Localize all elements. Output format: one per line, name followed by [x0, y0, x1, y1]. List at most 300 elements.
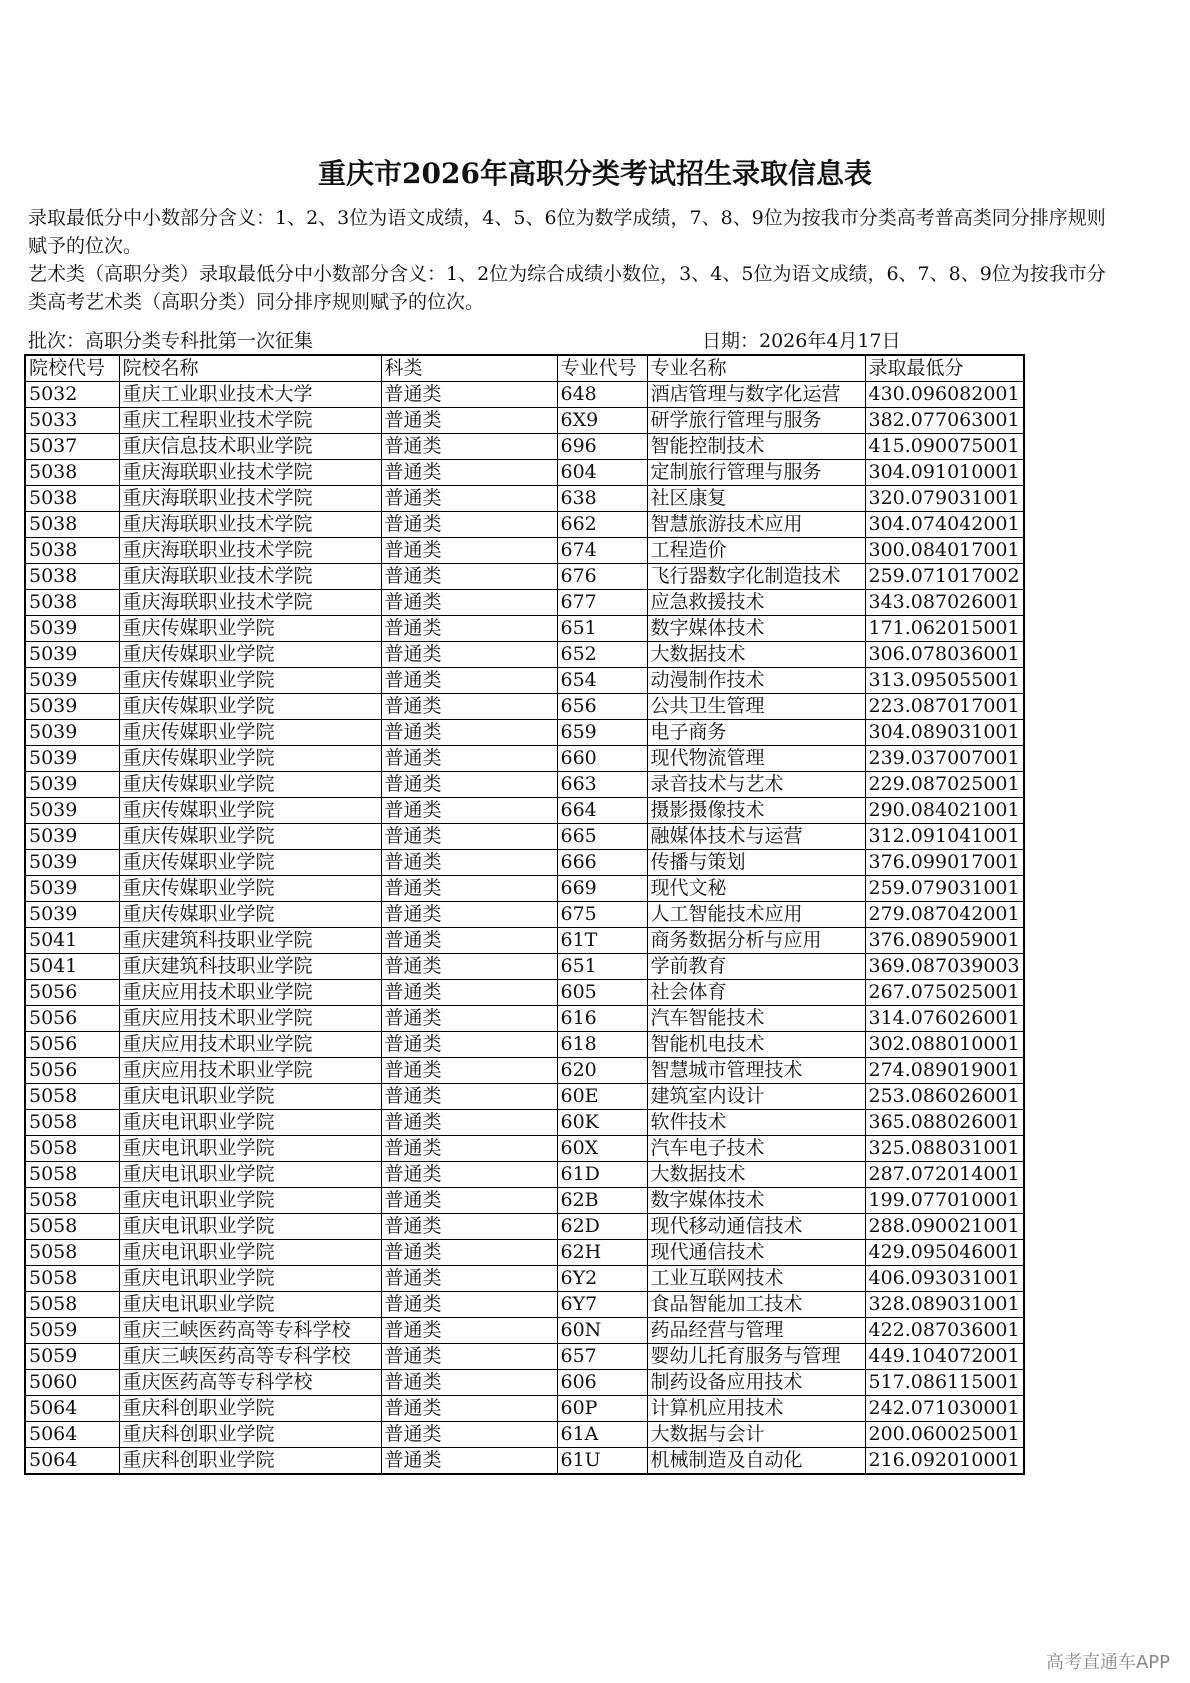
school-code-cell: 5037 — [25, 434, 119, 460]
major-name-cell: 人工智能技术应用 — [647, 902, 865, 928]
major-code-cell: 60K — [557, 1110, 647, 1136]
school-name-cell: 重庆三峡医药高等专科学校 — [119, 1318, 381, 1344]
min-score-cell: 279.087042001 — [865, 902, 1024, 928]
min-score-cell: 223.087017001 — [865, 694, 1024, 720]
table-row — [25, 746, 1024, 772]
category-cell: 普通类 — [381, 1058, 557, 1084]
school-name-cell: 重庆传媒职业学院 — [119, 772, 381, 798]
school-name-cell: 重庆传媒职业学院 — [119, 850, 381, 876]
table-row — [25, 1058, 1024, 1084]
table-row — [25, 1032, 1024, 1058]
major-name-cell: 学前教育 — [647, 954, 865, 980]
major-code-cell: 664 — [557, 798, 647, 824]
school-name-cell: 重庆海联职业技术学院 — [119, 460, 381, 486]
batch-label: 批次：高职分类专科批第一次征集 — [28, 330, 314, 352]
major-name-cell: 工业互联网技术 — [647, 1266, 865, 1292]
school-code-cell: 5038 — [25, 512, 119, 538]
score-note-general: 录取最低分中小数部分含义：1、2、3位为语文成绩，4、5、6位为数学成绩，7、8、9位为按我市分类高考普高类同分排序规则赋予的位次。 — [28, 207, 1106, 257]
major-code-cell: 62D — [557, 1214, 647, 1240]
major-code-cell: 663 — [557, 772, 647, 798]
major-code-cell: 674 — [557, 538, 647, 564]
min-score-cell: 312.091041001 — [865, 824, 1024, 850]
school-name-cell: 重庆电讯职业学院 — [119, 1084, 381, 1110]
table-row — [25, 1370, 1024, 1396]
table-row — [25, 1448, 1024, 1475]
table-row — [25, 824, 1024, 850]
page-title: 重庆市2026年高职分类考试招生录取信息表 — [318, 157, 872, 190]
table-row — [25, 694, 1024, 720]
table-row — [25, 616, 1024, 642]
category-cell: 普通类 — [381, 1162, 557, 1188]
table-row — [25, 434, 1024, 460]
table-row — [25, 954, 1024, 980]
category-cell: 普通类 — [381, 798, 557, 824]
school-code-cell: 5058 — [25, 1110, 119, 1136]
table-header-row — [25, 355, 1024, 382]
major-name-cell: 工程造价 — [647, 538, 865, 564]
school-name-cell: 重庆传媒职业学院 — [119, 824, 381, 850]
major-name-cell: 传播与策划 — [647, 850, 865, 876]
major-name-cell: 智慧城市管理技术 — [647, 1058, 865, 1084]
category-cell: 普通类 — [381, 1110, 557, 1136]
school-code-cell: 5039 — [25, 824, 119, 850]
school-code-cell: 5041 — [25, 928, 119, 954]
major-code-cell: 659 — [557, 720, 647, 746]
category-cell: 普通类 — [381, 876, 557, 902]
table-row — [25, 876, 1024, 902]
category-cell: 普通类 — [381, 1370, 557, 1396]
school-code-cell: 5056 — [25, 1032, 119, 1058]
min-score-cell: 313.095055001 — [865, 668, 1024, 694]
header-min-score: 录取最低分 — [865, 355, 1024, 382]
school-name-cell: 重庆电讯职业学院 — [119, 1240, 381, 1266]
school-name-cell: 重庆电讯职业学院 — [119, 1188, 381, 1214]
table-row — [25, 1396, 1024, 1422]
school-code-cell: 5064 — [25, 1396, 119, 1422]
category-cell: 普通类 — [381, 772, 557, 798]
min-score-cell: 517.086115001 — [865, 1370, 1024, 1396]
category-cell: 普通类 — [381, 1006, 557, 1032]
major-code-cell: 606 — [557, 1370, 647, 1396]
school-code-cell: 5058 — [25, 1188, 119, 1214]
school-code-cell: 5039 — [25, 616, 119, 642]
school-code-cell: 5059 — [25, 1344, 119, 1370]
major-name-cell: 飞行器数字化制造技术 — [647, 564, 865, 590]
major-code-cell: 654 — [557, 668, 647, 694]
major-name-cell: 大数据与会计 — [647, 1422, 865, 1448]
school-name-cell: 重庆海联职业技术学院 — [119, 486, 381, 512]
school-code-cell: 5039 — [25, 876, 119, 902]
major-code-cell: 60N — [557, 1318, 647, 1344]
major-name-cell: 汽车智能技术 — [647, 1006, 865, 1032]
school-name-cell: 重庆传媒职业学院 — [119, 642, 381, 668]
major-code-cell: 62B — [557, 1188, 647, 1214]
major-code-cell: 656 — [557, 694, 647, 720]
major-name-cell: 数字媒体技术 — [647, 616, 865, 642]
major-code-cell: 618 — [557, 1032, 647, 1058]
major-name-cell: 大数据技术 — [647, 642, 865, 668]
table-row — [25, 772, 1024, 798]
school-name-cell: 重庆科创职业学院 — [119, 1448, 381, 1475]
category-cell: 普通类 — [381, 1318, 557, 1344]
min-score-cell: 369.087039003 — [865, 954, 1024, 980]
category-cell: 普通类 — [381, 668, 557, 694]
min-score-cell: 320.079031001 — [865, 486, 1024, 512]
school-name-cell: 重庆科创职业学院 — [119, 1422, 381, 1448]
min-score-cell: 259.079031001 — [865, 876, 1024, 902]
category-cell: 普通类 — [381, 954, 557, 980]
min-score-cell: 376.089059001 — [865, 928, 1024, 954]
major-code-cell: 675 — [557, 902, 647, 928]
min-score-cell: 343.087026001 — [865, 590, 1024, 616]
min-score-cell: 302.088010001 — [865, 1032, 1024, 1058]
min-score-cell: 199.077010001 — [865, 1188, 1024, 1214]
major-code-cell: 61D — [557, 1162, 647, 1188]
table-row — [25, 512, 1024, 538]
major-name-cell: 现代文秘 — [647, 876, 865, 902]
category-cell: 普通类 — [381, 590, 557, 616]
header-major-name: 专业名称 — [647, 355, 865, 382]
school-name-cell: 重庆传媒职业学院 — [119, 694, 381, 720]
major-name-cell: 现代物流管理 — [647, 746, 865, 772]
category-cell: 普通类 — [381, 616, 557, 642]
min-score-cell: 288.090021001 — [865, 1214, 1024, 1240]
min-score-cell: 365.088026001 — [865, 1110, 1024, 1136]
major-code-cell: 60X — [557, 1136, 647, 1162]
school-code-cell: 5039 — [25, 798, 119, 824]
major-name-cell: 现代移动通信技术 — [647, 1214, 865, 1240]
major-name-cell: 汽车电子技术 — [647, 1136, 865, 1162]
min-score-cell: 253.086026001 — [865, 1084, 1024, 1110]
school-code-cell: 5033 — [25, 408, 119, 434]
table-row — [25, 538, 1024, 564]
school-name-cell: 重庆电讯职业学院 — [119, 1162, 381, 1188]
school-code-cell: 5064 — [25, 1422, 119, 1448]
admission-table — [24, 354, 1025, 1475]
school-name-cell: 重庆建筑科技职业学院 — [119, 928, 381, 954]
school-name-cell: 重庆应用技术职业学院 — [119, 1058, 381, 1084]
table-row — [25, 1162, 1024, 1188]
major-name-cell: 现代通信技术 — [647, 1240, 865, 1266]
major-code-cell: 620 — [557, 1058, 647, 1084]
table-row — [25, 642, 1024, 668]
major-code-cell: 660 — [557, 746, 647, 772]
min-score-cell: 382.077063001 — [865, 408, 1024, 434]
table-row — [25, 850, 1024, 876]
category-cell: 普通类 — [381, 720, 557, 746]
min-score-cell: 376.099017001 — [865, 850, 1024, 876]
category-cell: 普通类 — [381, 408, 557, 434]
major-name-cell: 婴幼儿托育服务与管理 — [647, 1344, 865, 1370]
school-name-cell: 重庆传媒职业学院 — [119, 616, 381, 642]
school-code-cell: 5038 — [25, 590, 119, 616]
school-name-cell: 重庆三峡医药高等专科学校 — [119, 1344, 381, 1370]
table-row — [25, 460, 1024, 486]
table-row — [25, 1422, 1024, 1448]
table-row — [25, 902, 1024, 928]
major-code-cell: 677 — [557, 590, 647, 616]
major-name-cell: 智能机电技术 — [647, 1032, 865, 1058]
min-score-cell: 304.089031001 — [865, 720, 1024, 746]
school-code-cell: 5064 — [25, 1448, 119, 1475]
min-score-cell: 304.074042001 — [865, 512, 1024, 538]
category-cell: 普通类 — [381, 1032, 557, 1058]
table-row — [25, 1110, 1024, 1136]
school-code-cell: 5039 — [25, 694, 119, 720]
category-cell: 普通类 — [381, 486, 557, 512]
major-code-cell: 61T — [557, 928, 647, 954]
major-code-cell: 648 — [557, 382, 647, 408]
major-name-cell: 公共卫生管理 — [647, 694, 865, 720]
header-category: 科类 — [381, 355, 557, 382]
major-code-cell: 604 — [557, 460, 647, 486]
category-cell: 普通类 — [381, 1188, 557, 1214]
major-name-cell: 电子商务 — [647, 720, 865, 746]
major-code-cell: 676 — [557, 564, 647, 590]
major-name-cell: 商务数据分析与应用 — [647, 928, 865, 954]
category-cell: 普通类 — [381, 1344, 557, 1370]
school-code-cell: 5058 — [25, 1240, 119, 1266]
min-score-cell: 430.096082001 — [865, 382, 1024, 408]
major-name-cell: 社会体育 — [647, 980, 865, 1006]
table-row — [25, 1214, 1024, 1240]
category-cell: 普通类 — [381, 1396, 557, 1422]
min-score-cell: 229.087025001 — [865, 772, 1024, 798]
header-school-name: 院校名称 — [119, 355, 381, 382]
major-code-cell: 669 — [557, 876, 647, 902]
score-note-art: 艺术类（高职分类）录取最低分中小数部分含义：1、2位为综合成绩小数位，3、4、5位为语文成绩，6、7、8、9位为按我市分类高考艺术类（高职分类）同分排序规则赋予的位次。 — [28, 263, 1106, 313]
date-label: 日期：2026年4月17日 — [702, 330, 901, 352]
major-name-cell: 软件技术 — [647, 1110, 865, 1136]
major-name-cell: 智能控制技术 — [647, 434, 865, 460]
table-row — [25, 486, 1024, 512]
table-row — [25, 1006, 1024, 1032]
major-name-cell: 融媒体技术与运营 — [647, 824, 865, 850]
school-code-cell: 5058 — [25, 1136, 119, 1162]
school-code-cell: 5060 — [25, 1370, 119, 1396]
category-cell: 普通类 — [381, 1292, 557, 1318]
school-name-cell: 重庆电讯职业学院 — [119, 1136, 381, 1162]
major-code-cell: 605 — [557, 980, 647, 1006]
category-cell: 普通类 — [381, 694, 557, 720]
school-code-cell: 5039 — [25, 746, 119, 772]
major-code-cell: 6Y2 — [557, 1266, 647, 1292]
min-score-cell: 328.089031001 — [865, 1292, 1024, 1318]
category-cell: 普通类 — [381, 824, 557, 850]
category-cell: 普通类 — [381, 564, 557, 590]
school-code-cell: 5059 — [25, 1318, 119, 1344]
major-code-cell: 62H — [557, 1240, 647, 1266]
major-code-cell: 60E — [557, 1084, 647, 1110]
table-row — [25, 720, 1024, 746]
min-score-cell: 259.071017002 — [865, 564, 1024, 590]
school-code-cell: 5058 — [25, 1084, 119, 1110]
school-code-cell: 5058 — [25, 1214, 119, 1240]
school-name-cell: 重庆应用技术职业学院 — [119, 980, 381, 1006]
school-name-cell: 重庆海联职业技术学院 — [119, 564, 381, 590]
school-code-cell: 5032 — [25, 382, 119, 408]
major-name-cell: 动漫制作技术 — [647, 668, 865, 694]
school-code-cell: 5058 — [25, 1266, 119, 1292]
min-score-cell: 287.072014001 — [865, 1162, 1024, 1188]
major-name-cell: 数字媒体技术 — [647, 1188, 865, 1214]
min-score-cell: 267.075025001 — [865, 980, 1024, 1006]
major-name-cell: 机械制造及自动化 — [647, 1448, 865, 1475]
min-score-cell: 406.093031001 — [865, 1266, 1024, 1292]
table-row — [25, 928, 1024, 954]
min-score-cell: 306.078036001 — [865, 642, 1024, 668]
major-code-cell: 662 — [557, 512, 647, 538]
min-score-cell: 314.076026001 — [865, 1006, 1024, 1032]
school-code-cell: 5056 — [25, 980, 119, 1006]
major-name-cell: 药品经营与管理 — [647, 1318, 865, 1344]
category-cell: 普通类 — [381, 460, 557, 486]
school-code-cell: 5038 — [25, 486, 119, 512]
major-name-cell: 计算机应用技术 — [647, 1396, 865, 1422]
header-school-code: 院校代号 — [25, 355, 119, 382]
table-row — [25, 1084, 1024, 1110]
school-code-cell: 5038 — [25, 538, 119, 564]
min-score-cell: 304.091010001 — [865, 460, 1024, 486]
app-watermark: 高考直通车APP — [1045, 1652, 1170, 1673]
major-name-cell: 大数据技术 — [647, 1162, 865, 1188]
school-name-cell: 重庆海联职业技术学院 — [119, 512, 381, 538]
major-name-cell: 研学旅行管理与服务 — [647, 408, 865, 434]
min-score-cell: 242.071030001 — [865, 1396, 1024, 1422]
major-code-cell: 665 — [557, 824, 647, 850]
major-code-cell: 696 — [557, 434, 647, 460]
category-cell: 普通类 — [381, 746, 557, 772]
major-code-cell: 657 — [557, 1344, 647, 1370]
major-name-cell: 建筑室内设计 — [647, 1084, 865, 1110]
category-cell: 普通类 — [381, 1448, 557, 1475]
min-score-cell: 300.084017001 — [865, 538, 1024, 564]
school-name-cell: 重庆传媒职业学院 — [119, 798, 381, 824]
school-name-cell: 重庆电讯职业学院 — [119, 1214, 381, 1240]
table-row — [25, 1318, 1024, 1344]
major-code-cell: 61U — [557, 1448, 647, 1475]
school-name-cell: 重庆海联职业技术学院 — [119, 590, 381, 616]
school-code-cell: 5038 — [25, 460, 119, 486]
school-code-cell: 5058 — [25, 1292, 119, 1318]
school-name-cell: 重庆医药高等专科学校 — [119, 1370, 381, 1396]
category-cell: 普通类 — [381, 538, 557, 564]
major-name-cell: 智慧旅游技术应用 — [647, 512, 865, 538]
min-score-cell: 422.087036001 — [865, 1318, 1024, 1344]
school-code-cell: 5039 — [25, 850, 119, 876]
category-cell: 普通类 — [381, 1240, 557, 1266]
school-name-cell: 重庆传媒职业学院 — [119, 902, 381, 928]
category-cell: 普通类 — [381, 850, 557, 876]
table-row — [25, 1292, 1024, 1318]
min-score-cell: 429.095046001 — [865, 1240, 1024, 1266]
school-code-cell: 5056 — [25, 1006, 119, 1032]
school-name-cell: 重庆建筑科技职业学院 — [119, 954, 381, 980]
major-name-cell: 食品智能加工技术 — [647, 1292, 865, 1318]
school-code-cell: 5056 — [25, 1058, 119, 1084]
min-score-cell: 200.060025001 — [865, 1422, 1024, 1448]
school-code-cell: 5039 — [25, 642, 119, 668]
school-name-cell: 重庆传媒职业学院 — [119, 720, 381, 746]
major-code-cell: 6Y7 — [557, 1292, 647, 1318]
category-cell: 普通类 — [381, 512, 557, 538]
category-cell: 普通类 — [381, 1214, 557, 1240]
min-score-cell: 239.037007001 — [865, 746, 1024, 772]
category-cell: 普通类 — [381, 382, 557, 408]
school-name-cell: 重庆电讯职业学院 — [119, 1110, 381, 1136]
school-code-cell: 5039 — [25, 902, 119, 928]
school-name-cell: 重庆电讯职业学院 — [119, 1292, 381, 1318]
category-cell: 普通类 — [381, 980, 557, 1006]
school-code-cell: 5039 — [25, 772, 119, 798]
school-code-cell: 5058 — [25, 1162, 119, 1188]
school-name-cell: 重庆信息技术职业学院 — [119, 434, 381, 460]
school-code-cell: 5039 — [25, 720, 119, 746]
header-major-code: 专业代号 — [557, 355, 647, 382]
category-cell: 普通类 — [381, 1136, 557, 1162]
school-name-cell: 重庆传媒职业学院 — [119, 668, 381, 694]
school-name-cell: 重庆传媒职业学院 — [119, 746, 381, 772]
min-score-cell: 325.088031001 — [865, 1136, 1024, 1162]
major-code-cell: 652 — [557, 642, 647, 668]
table-row — [25, 1266, 1024, 1292]
category-cell: 普通类 — [381, 642, 557, 668]
table-row — [25, 408, 1024, 434]
major-name-cell: 制药设备应用技术 — [647, 1370, 865, 1396]
major-code-cell: 616 — [557, 1006, 647, 1032]
category-cell: 普通类 — [381, 1084, 557, 1110]
min-score-cell: 171.062015001 — [865, 616, 1024, 642]
major-code-cell: 60P — [557, 1396, 647, 1422]
table-row — [25, 564, 1024, 590]
major-name-cell: 录音技术与艺术 — [647, 772, 865, 798]
school-name-cell: 重庆工业职业技术大学 — [119, 382, 381, 408]
school-name-cell: 重庆科创职业学院 — [119, 1396, 381, 1422]
major-name-cell: 酒店管理与数字化运营 — [647, 382, 865, 408]
category-cell: 普通类 — [381, 1266, 557, 1292]
category-cell: 普通类 — [381, 928, 557, 954]
major-name-cell: 社区康复 — [647, 486, 865, 512]
school-name-cell: 重庆电讯职业学院 — [119, 1266, 381, 1292]
major-code-cell: 666 — [557, 850, 647, 876]
table-row — [25, 668, 1024, 694]
school-name-cell: 重庆应用技术职业学院 — [119, 1032, 381, 1058]
table-row — [25, 980, 1024, 1006]
category-cell: 普通类 — [381, 902, 557, 928]
school-code-cell: 5039 — [25, 668, 119, 694]
category-cell: 普通类 — [381, 434, 557, 460]
major-name-cell: 定制旅行管理与服务 — [647, 460, 865, 486]
school-name-cell: 重庆传媒职业学院 — [119, 876, 381, 902]
major-code-cell: 6X9 — [557, 408, 647, 434]
table-row — [25, 1136, 1024, 1162]
min-score-cell: 290.084021001 — [865, 798, 1024, 824]
major-name-cell: 摄影摄像技术 — [647, 798, 865, 824]
major-code-cell: 61A — [557, 1422, 647, 1448]
table-row — [25, 1344, 1024, 1370]
table-row — [25, 1240, 1024, 1266]
min-score-cell: 216.092010001 — [865, 1448, 1024, 1475]
major-name-cell: 应急救援技术 — [647, 590, 865, 616]
table-row — [25, 382, 1024, 408]
table-row — [25, 798, 1024, 824]
major-code-cell: 651 — [557, 954, 647, 980]
min-score-cell: 274.089019001 — [865, 1058, 1024, 1084]
major-code-cell: 638 — [557, 486, 647, 512]
min-score-cell: 449.104072001 — [865, 1344, 1024, 1370]
table-row — [25, 590, 1024, 616]
school-name-cell: 重庆工程职业技术学院 — [119, 408, 381, 434]
